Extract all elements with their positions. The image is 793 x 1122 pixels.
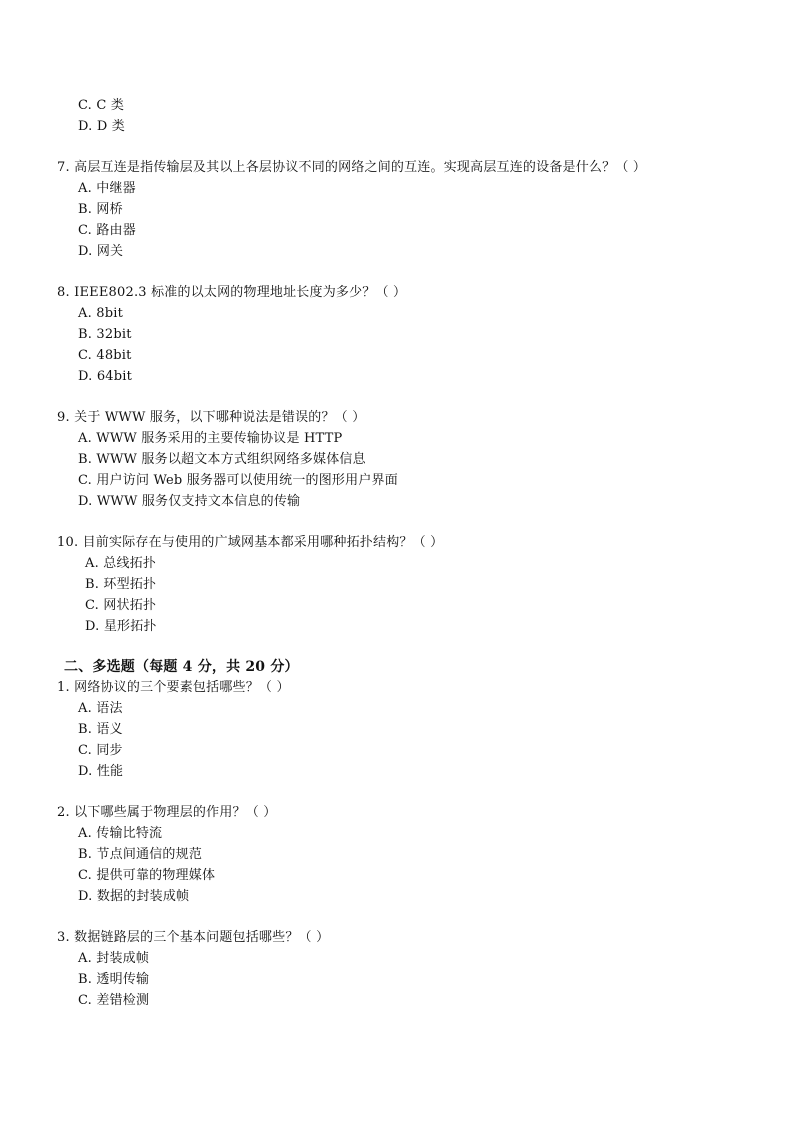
question-10-option-a: A. 总线拓扑: [85, 556, 157, 571]
question-9-option-c: C. 用户访问 Web 服务器可以使用统一的图形用户界面: [78, 473, 398, 488]
question-10-option-d: D. 星形拓扑: [85, 619, 157, 634]
question-7-option-a: A. 中继器: [78, 181, 136, 196]
option-c-prev: C. C 类: [78, 98, 125, 113]
multi-question-2-option-a: A. 传输比特流: [78, 826, 163, 841]
question-7-option-c: C. 路由器: [78, 223, 136, 238]
question-7-stem: 7. 高层互连是指传输层及其以上各层协议不同的网络之间的互连。实现高层互连的设备是什么？（ ）: [57, 160, 647, 175]
question-8-option-b: B. 32bit: [78, 327, 132, 342]
multi-question-1-option-d: D. 性能: [78, 764, 124, 779]
question-8-stem: 8. IEEE802.3 标准的以太网的物理地址长度为多少？（ ）: [57, 285, 407, 300]
multi-question-1-option-c: C. 同步: [78, 743, 123, 758]
section-title: 二、多选题（每题 4 分，共 20 分）: [64, 659, 299, 675]
multi-question-3-stem: 3. 数据链路层的三个基本问题包括哪些？（ ）: [57, 930, 330, 945]
multi-question-2-stem: 2. 以下哪些属于物理层的作用？（ ）: [57, 805, 277, 820]
question-9-option-b: B. WWW 服务以超文本方式组织网络多媒体信息: [78, 452, 366, 467]
question-9-option-a: A. WWW 服务采用的主要传输协议是 HTTP: [78, 431, 343, 446]
multi-question-1-stem: 1. 网络协议的三个要素包括哪些？（ ）: [57, 680, 290, 695]
question-9-option-d: D. WWW 服务仅支持文本信息的传输: [78, 494, 301, 509]
multi-question-2-option-c: C. 提供可靠的物理媒体: [78, 868, 216, 883]
question-10-stem: 10. 目前实际存在与使用的广域网基本都采用哪种拓扑结构？（ ）: [57, 535, 444, 550]
question-9-stem: 9. 关于 WWW 服务，以下哪种说法是错误的？（ ）: [57, 410, 366, 425]
question-10-option-b: B. 环型拓扑: [85, 577, 157, 592]
question-8-option-a: A. 8bit: [78, 306, 124, 321]
question-8-option-d: D. 64bit: [78, 369, 133, 384]
multi-question-2-option-d: D. 数据的封装成帧: [78, 889, 190, 904]
multi-question-3-option-c: C. 差错检测: [78, 993, 150, 1008]
option-d-prev: D. D 类: [78, 119, 125, 134]
multi-question-2-option-b: B. 节点间通信的规范: [78, 847, 203, 862]
question-7-option-b: B. 网桥: [78, 202, 123, 217]
question-7-option-d: D. 网关: [78, 244, 124, 259]
multi-question-1-option-a: A. 语法: [78, 701, 123, 716]
question-10-option-c: C. 网状拓扑: [85, 598, 157, 613]
multi-question-1-option-b: B. 语义: [78, 722, 123, 737]
multi-question-3-option-a: A. 封装成帧: [78, 951, 150, 966]
multi-question-3-option-b: B. 透明传输: [78, 972, 150, 987]
question-8-option-c: C. 48bit: [78, 348, 132, 363]
